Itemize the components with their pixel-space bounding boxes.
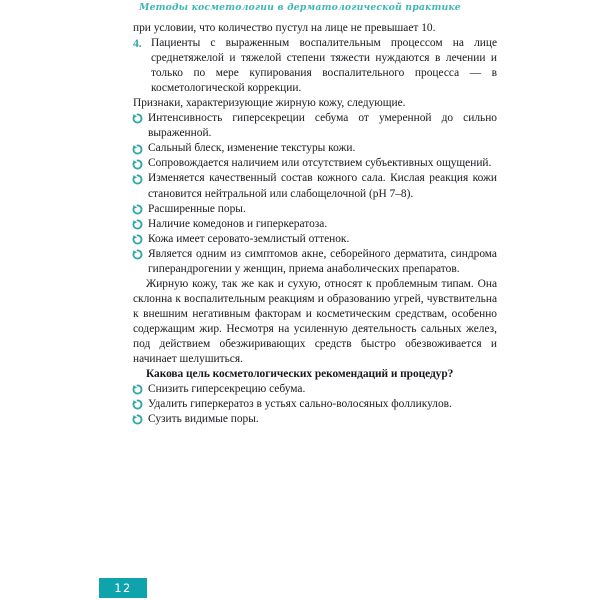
circular-arrow-icon	[132, 219, 143, 230]
features-list	[133, 111, 497, 277]
circular-arrow-icon	[132, 384, 143, 395]
question-heading: Какова цель косметологических рекомендаций и процедур?	[146, 368, 454, 381]
list-item-text: Изменяется качественный состав кожного сала. Кислая реакция кожи становится нейтральной или слабощелочной (pH 7–8).	[148, 172, 497, 200]
list-item	[133, 412, 497, 427]
circular-arrow-icon	[132, 234, 143, 245]
goals-list	[133, 382, 497, 427]
list-item-text: Сопровождается наличием или отсутствием субъективных ощущений.	[148, 157, 492, 170]
list-item-text: Расширенные поры.	[148, 202, 246, 215]
lead-in-paragraph: Признаки, характеризующие жирную кожу, следующие.	[133, 97, 406, 110]
list-item-text: Интенсивность гиперсекреции себума от умеренной до сильно выраженной.	[148, 112, 497, 140]
page-number-badge: 12	[99, 578, 147, 598]
list-item	[133, 111, 497, 141]
closing-paragraph: Жирную кожу, так же как и сухую, относят к проблемным типам. Она склонна к воспалительным реакциям и образованию угрей, чувствительна к внешним негативным факторам и косметическим средствам, особенно содержащим жир. Несмотря на усиленную деятельность сальных желез, под действием обезжиривающих средств быстро обезвоживается и начинает шелушиться.	[133, 277, 497, 366]
continued-paragraph: при условии, что количество пустул на лице не превышает 10.	[133, 22, 436, 34]
list-item-text: Является одним из симптомов акне, себорейного дерматита, синдрома гиперандрогении у женщин, приема анаболических препаратов.	[148, 247, 497, 275]
list-item	[133, 156, 497, 171]
circular-arrow-icon	[132, 414, 143, 425]
list-item	[133, 171, 497, 201]
list-item	[133, 397, 497, 412]
list-item	[133, 247, 497, 277]
list-item	[133, 217, 497, 232]
running-head: Методы косметологии в дерматологической практике	[139, 2, 461, 13]
list-item-text: Сальный блеск, изменение текстуры кожи.	[148, 142, 356, 155]
list-item-text: Сузить видимые поры.	[148, 413, 259, 426]
circular-arrow-icon	[132, 174, 143, 185]
text-column	[133, 21, 497, 427]
list-item-text: Наличие комедонов и гиперкератоза.	[148, 217, 328, 230]
circular-arrow-icon	[132, 159, 143, 170]
numbered-list	[133, 36, 497, 96]
list-item	[133, 382, 497, 397]
circular-arrow-icon	[132, 399, 143, 410]
list-item	[133, 141, 497, 156]
list-item	[133, 202, 497, 217]
list-item	[133, 232, 497, 247]
circular-arrow-icon	[132, 204, 143, 215]
list-item-text: Пациенты с выраженным воспалительным процессом на лице среднетяжелой и тяжелой степени тяжести нуждаются в лечении и только по мере купирования воспалительного процесса — в косметологической коррекции.	[151, 37, 497, 95]
list-item-text: Удалить гиперкератоз в устьях сально-волосяных фолликулов.	[148, 398, 452, 411]
circular-arrow-icon	[132, 249, 143, 260]
list-item	[133, 36, 497, 96]
circular-arrow-icon	[132, 144, 143, 155]
list-item-text: Кожа имеет серовато-землистый оттенок.	[148, 232, 350, 245]
list-number: 4.	[133, 37, 142, 51]
list-item-text: Снизить гиперсекрецию себума.	[148, 383, 306, 396]
circular-arrow-icon	[132, 113, 143, 124]
